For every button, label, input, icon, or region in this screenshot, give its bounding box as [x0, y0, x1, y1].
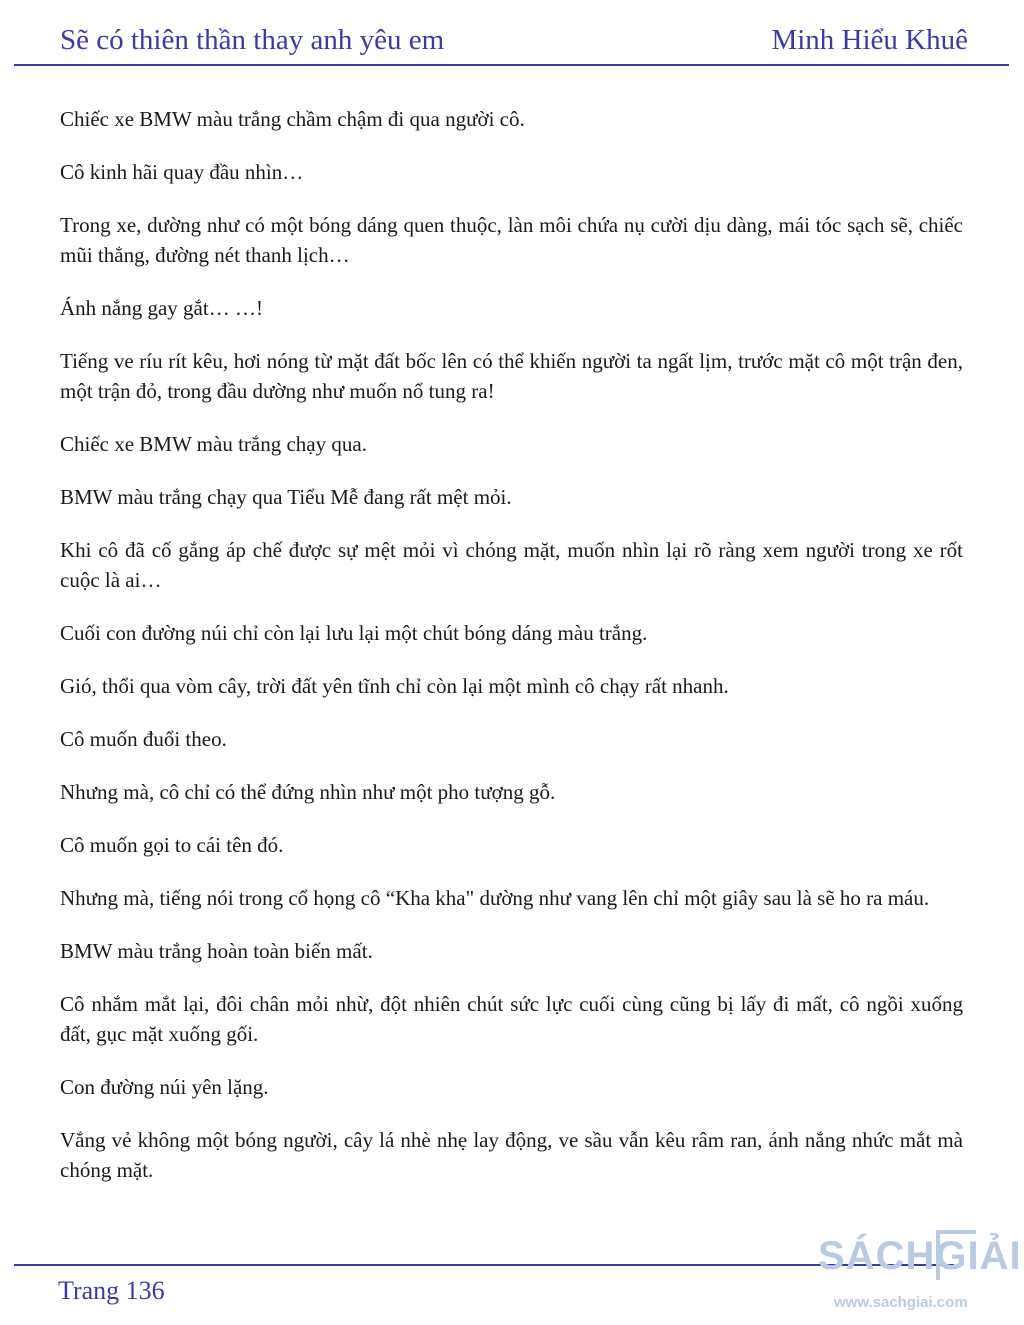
- paragraph: Nhưng mà, tiếng nói trong cổ họng cô “Kha kha" dường như vang lên chỉ một giây sau là sẽ ho ra máu.: [60, 886, 930, 910]
- paragraph: Cô muốn đuổi theo.: [60, 727, 227, 751]
- paragraph: Cô nhắm mắt lại, đôi chân mỏi nhừ, đột nhiên chút sức lực cuối cùng cũng bị lấy đi mất, cô ngồi xuống đất, gục mặt xuống gối.: [60, 992, 963, 1046]
- paragraph: Ánh nắng gay gắt… …!: [60, 296, 263, 320]
- paragraph: BMW màu trắng chạy qua Tiểu Mễ đang rất mệt mỏi.: [60, 485, 512, 509]
- paragraph: Trong xe, dường như có một bóng dáng quen thuộc, làn môi chứa nụ cười dịu dàng, mái tóc sạch sẽ, chiếc mũi thẳng, đường nét thanh lịch…: [60, 213, 963, 267]
- paragraph: Vắng vẻ không một bóng người, cây lá nhè nhẹ lay động, ve sầu vẫn kêu râm ran, ánh nắng nhức mắt mà chóng mặt.: [60, 1128, 963, 1182]
- paragraph: BMW màu trắng hoàn toàn biến mất.: [60, 939, 373, 963]
- paragraph: Gió, thổi qua vòm cây, trời đất yên tĩnh chỉ còn lại một mình cô chạy rất nhanh.: [60, 674, 729, 698]
- paragraph: Khi cô đã cố gắng áp chế được sự mệt mỏi vì chóng mặt, muốn nhìn lại rõ ràng xem người trong xe rốt cuộc là ai…: [60, 538, 963, 592]
- site-watermark: [818, 1230, 1024, 1325]
- page-body: [60, 104, 963, 1208]
- paragraph: Cuối con đường núi chỉ còn lại lưu lại một chút bóng dáng màu trắng.: [60, 621, 648, 645]
- watermark-brand: SÁCHGIẢI: [818, 1234, 1022, 1278]
- page-header: [0, 0, 1024, 66]
- paragraph: Chiếc xe BMW màu trắng chầm chậm đi qua người cô.: [60, 107, 525, 131]
- paragraph: Nhưng mà, cô chỉ có thể đứng nhìn như một pho tượng gỗ.: [60, 780, 556, 804]
- watermark-url: www.sachgiai.com: [834, 1294, 968, 1311]
- paragraph: Con đường núi yên lặng.: [60, 1075, 269, 1099]
- book-title: Sẽ có thiên thần thay anh yêu em: [60, 24, 445, 56]
- paragraph: Chiếc xe BMW màu trắng chạy qua.: [60, 432, 367, 456]
- paragraph: Tiếng ve ríu rít kêu, hơi nóng từ mặt đất bốc lên có thể khiến người ta ngất lịm, trước mặt cô một trận đen, một trận đỏ, trong đầu dường như muốn nổ tung ra!: [60, 349, 963, 403]
- header-divider: [14, 64, 1009, 66]
- footer-divider: [14, 1264, 954, 1266]
- paragraph: Cô kinh hãi quay đầu nhìn…: [60, 160, 304, 184]
- paragraph: Cô muốn gọi to cái tên đó.: [60, 833, 284, 857]
- page-number: Trang 136: [58, 1276, 165, 1305]
- author-name: Minh Hiểu Khuê: [771, 24, 968, 56]
